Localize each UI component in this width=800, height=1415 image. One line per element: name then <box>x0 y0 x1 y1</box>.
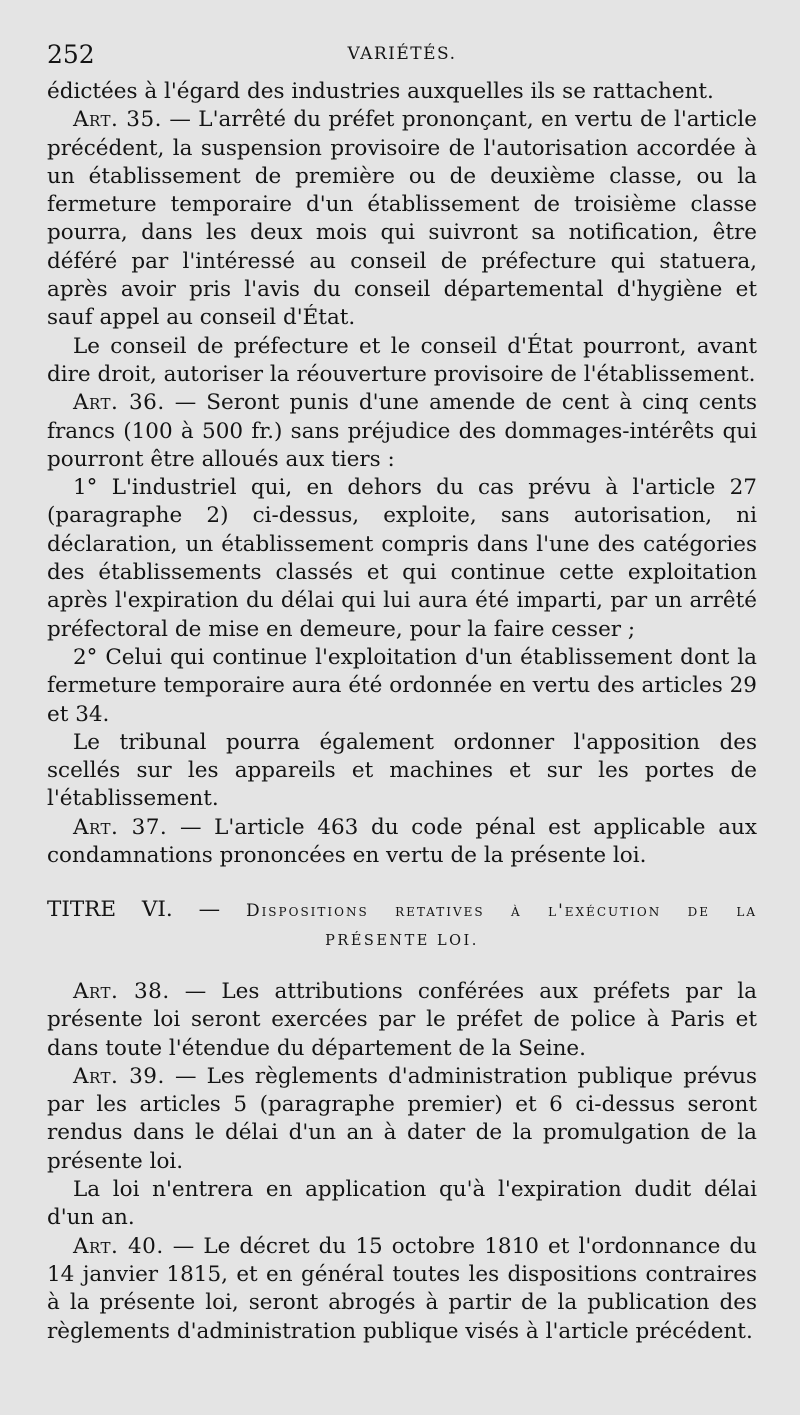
paragraph-text: 1° L'industriel qui, en dehors du cas prévu à l'article 27 (paragraphe 2) ci-dessus, exploite, sans autorisation, ni déclaration, un établissement compris dans l'une des catégories des établissements classés et qui continue cette exploitation après l'expiration du délai qui lui aura été imparti, par un arrêté préfectoral de mise en demeure, pour la faire cesser ; <box>47 475 757 642</box>
article-label: Art. 39. <box>73 1063 165 1089</box>
article-text: — Les attributions conférées aux préfets par la présente loi seront exercées par le préfet de police à Paris et dans toute l'étendue du département de la Seine. <box>47 979 757 1061</box>
section-heading-line2: PRÉSENTE LOI. <box>325 933 479 950</box>
article-text: — Le décret du 15 octobre 1810 et l'ordonnance du 14 janvier 1815, et en général toutes les dispositions contraires à la présente loi, seront abrogés à partir de la publication des règlements d'administration publique visés à l'article précédent. <box>47 1233 757 1344</box>
article-text: — Les règlements d'administration publique prévus par les articles 5 (paragraphe premier) et 6 ci-dessus seront rendus dans le délai d'un an à dater de la promulgation de la présente loi. <box>47 1063 757 1174</box>
paragraph-text: Le tribunal pourra également ordonner l'apposition des scellés sur les appareils et machines et sur les portes de l'établissement. <box>47 729 757 812</box>
article-35 <box>47 106 757 332</box>
article-label: Art. 40. <box>73 1233 164 1259</box>
page-header <box>47 40 757 70</box>
article-40 <box>47 1233 757 1346</box>
body-text-bottom <box>47 978 757 1346</box>
running-head: VARIÉTÉS. <box>347 44 457 64</box>
paragraph <box>47 333 757 390</box>
paragraph <box>47 729 757 814</box>
section-dash: — <box>198 897 221 922</box>
article-text: — L'arrêté du préfet prononçant, en vertu de l'article précédent, la suspension provisoire de l'autorisation accordée à un établissement de première ou de deuxième classe, ou la fermeture temporaire d'un établissement de troisième classe pourra, dans les deux mois qui suivront sa notification, être déféré par l'intéressé au conseil de préfecture qui statuera, après avoir pris l'avis du conseil départemental d'hygiène et sauf appel au conseil d'État. <box>47 107 757 331</box>
section-heading-line1 <box>47 896 757 925</box>
article-38 <box>47 978 757 1063</box>
section-heading <box>47 896 757 956</box>
article-text: — Seront punis d'une amende de cent à cinq cents francs (100 à 500 fr.) sans préjudice des dommages-intérêts qui pourront être alloués aux tiers : <box>47 390 757 472</box>
paragraph <box>47 78 757 106</box>
section-label: TITRE VI. <box>47 897 173 922</box>
article-39 <box>47 1063 757 1176</box>
article-label: Art. 37. <box>73 814 168 840</box>
article-label: Art. 35. <box>73 107 162 133</box>
article-37 <box>47 814 757 871</box>
article-36 <box>47 389 757 474</box>
paragraph-text: La loi n'entrera en application qu'à l'expiration dudit délai d'un an. <box>47 1177 757 1231</box>
page-number: 252 <box>47 40 95 69</box>
paragraph <box>47 1176 757 1233</box>
section-title: Dispositions retatives à l'exécution de la <box>245 901 758 921</box>
paragraph-text: édictées à l'égard des industries auxquelles ils se rattachent. <box>47 79 714 104</box>
paragraph-text: 2° Celui qui continue l'exploitation d'un établissement dont la fermeture temporaire aura été ordonnée en vertu des articles 29 et 34. <box>47 644 757 727</box>
paragraph <box>47 644 757 729</box>
article-label: Art. 36. <box>73 390 165 416</box>
article-label: Art. 38. <box>73 979 170 1004</box>
article-text: — L'article 463 du code pénal est applicable aux condamnations prononcées en vertu de la présente loi. <box>47 814 757 869</box>
body-text-top <box>47 78 757 870</box>
paragraph <box>47 474 757 644</box>
paragraph-text: Le conseil de préfecture et le conseil d'État pourront, avant dire droit, autoriser la réouverture provisoire de l'établissement. <box>47 333 757 387</box>
